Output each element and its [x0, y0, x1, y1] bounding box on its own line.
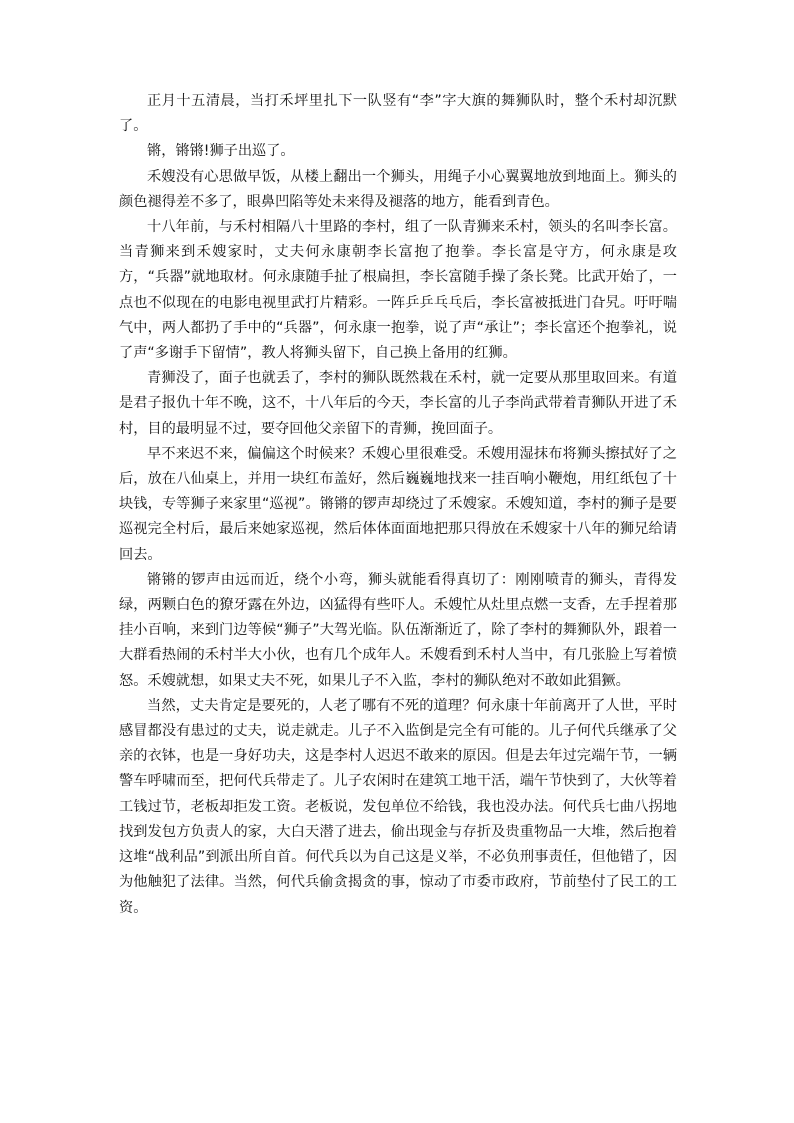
paragraph: 禾嫂没有心思做早饭，从楼上翻出一个狮头，用绳子小心翼翼地放到地面上。狮头的颜色褪得差不多了，眼鼻凹陷等处未来得及褪落的地方，能看到青色。	[119, 168, 677, 210]
paragraph: 正月十五清晨，当打禾坪里扎下一队竖有“李”字大旗的舞狮队时，整个禾村却沉默了。	[119, 93, 677, 135]
paragraph: 锵锵的锣声由远而近，绕个小弯，狮头就能看得真切了：刚刚喷青的狮头，青得发绿，两颗白色的獠牙露在外边，凶猛得有些吓人。禾嫂忙从灶里点燃一支香，左手捏着那挂小百响，来到门边等候“狮子”大驾光临。队伍渐渐近了，除了李村的舞狮队外，跟着一大群看热闹的禾村半大小伙，也有几个成年人。禾嫂看到禾村人当中，有几张脸上写着愤怒。禾嫂就想，如果丈夫不死，如果儿子不入监，李村的狮队绝对不敢如此猖獗。	[119, 571, 677, 689]
paragraph: 锵，锵锵!狮子出巡了。	[147, 143, 295, 160]
paragraph: 当然，丈夫肯定是要死的，人老了哪有不死的道理？何永康十年前离开了人世，平时感冒都没有患过的丈夫，说走就走。儿子不入监倒是完全有可能的。儿子何代兵继承了父亲的衣钵，也是一身好功夫，这是李村人迟迟不敢来的原因。但是去年过完端午节，一辆警车呼啸而至，把何代兵带走了。儿子农闲时在建筑工地干活，端午节快到了，大伙等着工钱过节，老板却拒发工资。老板说，发包单位不给钱，我也没办法。何代兵七曲八拐地找到发包方负责人的家，大白天潜了进去，偷出现金与存折及贵重物品一大堆，然后抱着这堆“战利品”到派出所自首。何代兵以为自己这是义举，不必负刑事责任，但他错了，因为他触犯了法律。当然，何代兵偷贪揭贪的事，惊动了市委市政府，节前垫付了民工的工资。	[119, 697, 677, 916]
paragraph: 早不来迟不来，偏偏这个时候来？禾嫂心里很难受。禾嫂用湿抹布将狮头擦拭好了之后，放在八仙桌上，并用一块红布盖好，然后巍巍地找来一挂百响小鞭炮，用红纸包了十块钱，专等狮子来家里“巡视”。锵锵的锣声却绕过了禾嫂家。禾嫂知道，李村的狮子是要巡视完全村后，最后来她家巡视，然后体体面面地把那只得放在禾嫂家十八年的狮兄给请回去。	[119, 445, 677, 563]
story-text	[119, 89, 677, 921]
paragraph: 十八年前，与禾村相隔八十里路的李村，组了一队青狮来禾村，领头的名叫李长富。当青狮来到禾嫂家时，丈夫何永康朝李长富抱了抱拳。李长富是守方，何永康是攻方，“兵器”就地取材。何永康随手扯了根扁担，李长富随手操了条长凳。比武开始了，一点也不似现在的电影电视里武打片精彩。一阵乒乒乓乓后，李长富被抵进门旮旯。吁吁喘气中，两人都扔了手中的“兵器”，何永康一抱拳，说了声“承让”；李长富还个抱拳礼，说了声“多谢手下留情”，教人将狮头留下，自己换上备用的红狮。	[119, 219, 677, 362]
paragraph: 青狮没了，面子也就丢了，李村的狮队既然栽在禾村，就一定要从那里取回来。有道是君子报仇十年不晚，这不，十八年后的今天，李长富的儿子李尚武带着青狮队开进了禾村，目的最明显不过，要夺回他父亲留下的青狮，挽回面子。	[119, 370, 677, 437]
